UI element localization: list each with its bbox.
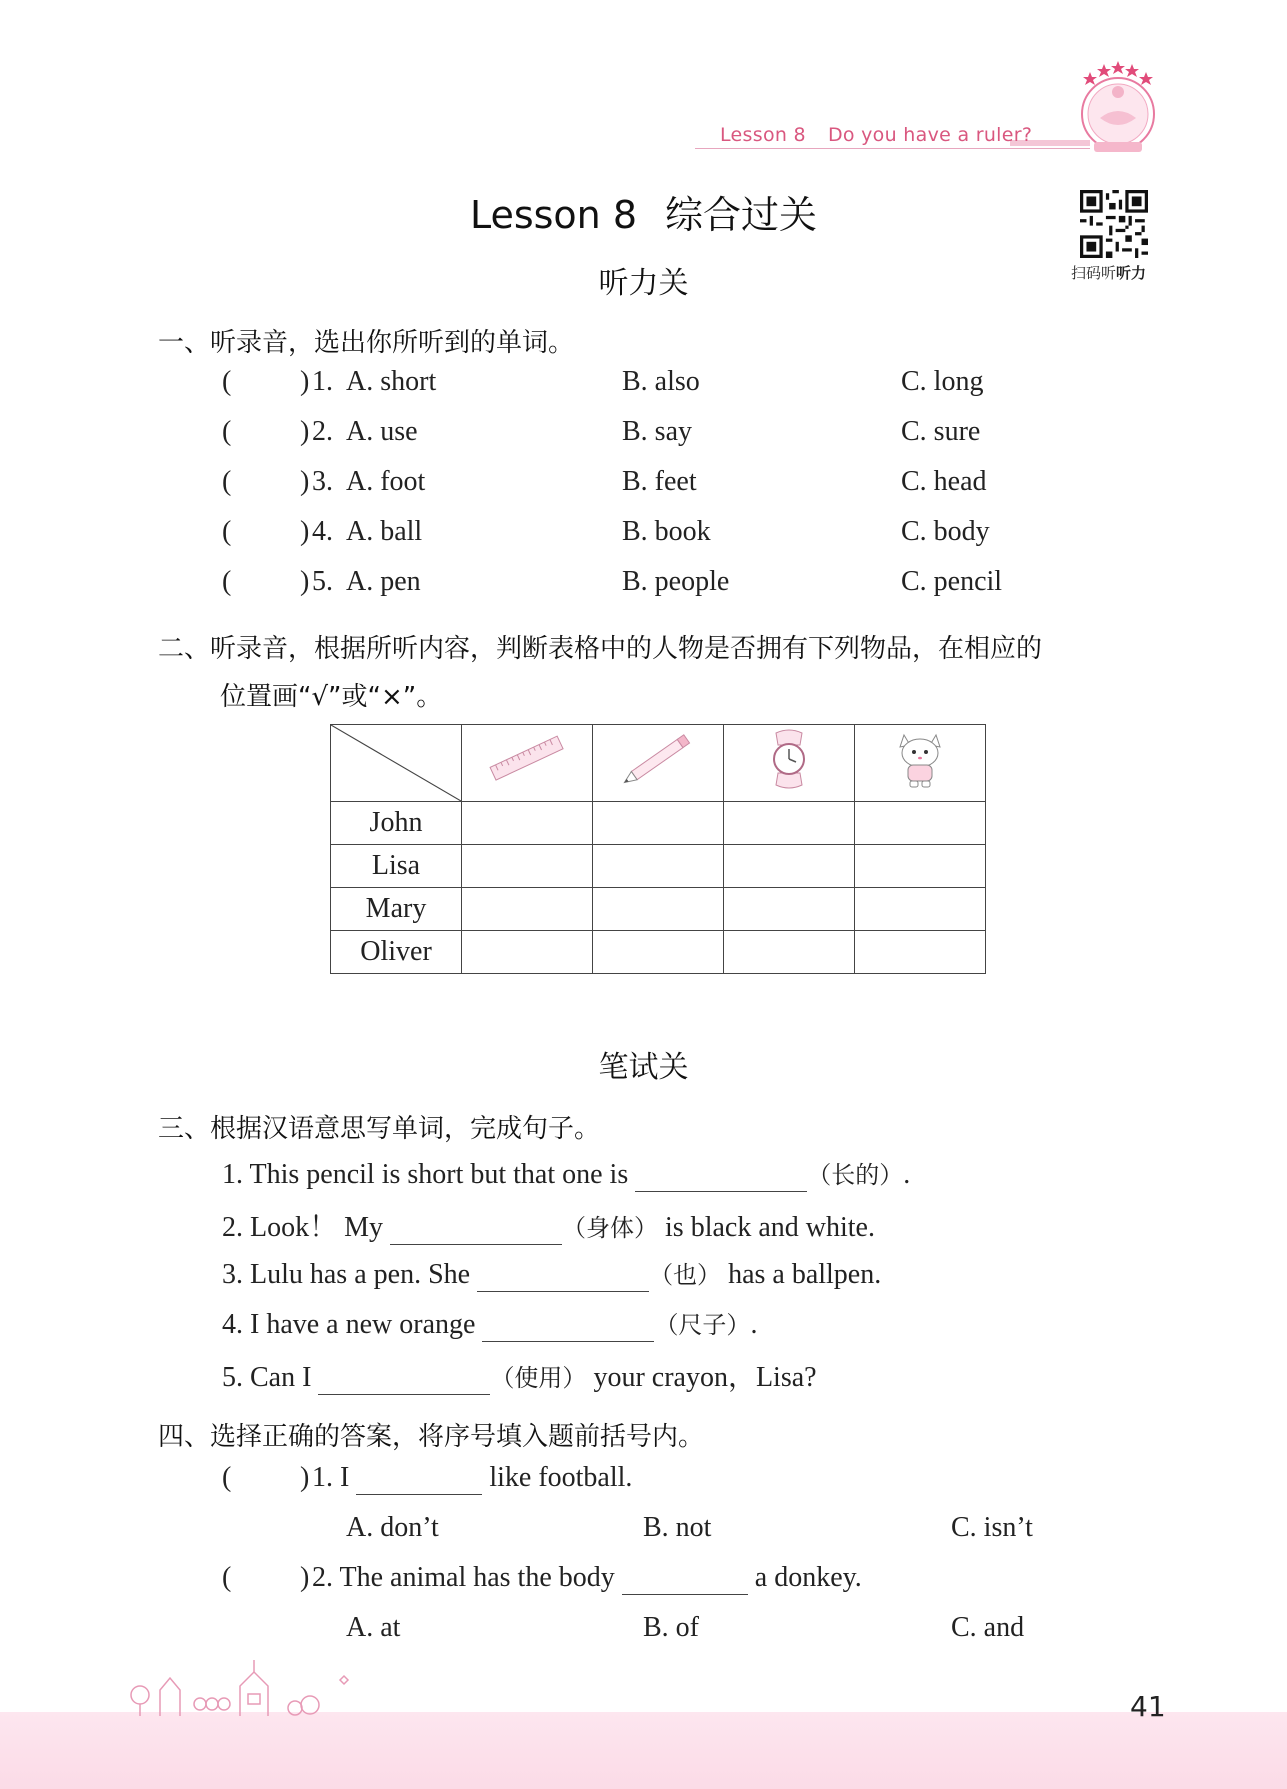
answer-cell[interactable] — [724, 802, 855, 845]
question-text — [312, 1462, 632, 1495]
answer-cell[interactable] — [855, 845, 986, 888]
chinese-hint: （也） — [649, 1261, 722, 1289]
qr-code-icon[interactable] — [1080, 190, 1148, 258]
option-a: A. ball — [346, 516, 423, 547]
answer-paren-open[interactable]: ( — [222, 1562, 232, 1593]
running-header — [720, 124, 1054, 146]
answer-blank[interactable] — [356, 1462, 482, 1495]
qr-label-bold: 听力 — [1116, 264, 1147, 282]
listening-heading: 听力关 — [598, 266, 689, 301]
title-name: 综合过关 — [665, 193, 818, 237]
answer-paren-close: ) — [300, 1462, 310, 1493]
sentence-start: 1. This pencil is short but that one is — [222, 1159, 629, 1190]
option-a: A. pen — [346, 566, 421, 597]
option-b: B. book — [622, 516, 711, 547]
sentence-start: 5. Can I — [222, 1362, 312, 1393]
item-number: 3. — [312, 466, 333, 497]
answer-cell[interactable] — [593, 802, 724, 845]
answer-cell[interactable] — [593, 845, 724, 888]
answer-paren-close: ) — [300, 366, 310, 397]
part3-item — [222, 1255, 881, 1292]
answer-paren-close: ) — [300, 466, 310, 497]
option-c: C. sure — [901, 416, 981, 447]
answer-cell[interactable] — [593, 888, 724, 931]
answer-paren-close: ) — [300, 416, 310, 447]
answer-cell[interactable] — [462, 888, 593, 931]
item-number: 1. — [312, 1462, 333, 1493]
part4-title: 四、选择正确的答案，将序号填入题前括号内。 — [158, 1422, 705, 1452]
answer-cell[interactable] — [593, 931, 724, 974]
item-header-ruler — [462, 725, 593, 802]
pencil-icon — [613, 729, 703, 789]
sentence-start: The animal has the body — [339, 1562, 615, 1593]
answer-cell[interactable] — [855, 931, 986, 974]
sentence-end: a donkey. — [754, 1562, 862, 1593]
option-a: A. foot — [346, 466, 426, 497]
chinese-hint: （长的） — [807, 1161, 904, 1189]
header-topic: Do you have a ruler? — [827, 124, 1033, 146]
town-doodle-icon — [120, 1650, 420, 1720]
item-number: 2. — [312, 416, 333, 447]
answer-cell[interactable] — [462, 931, 593, 974]
option-b: B. also — [622, 366, 700, 397]
person-name: Mary — [331, 888, 462, 931]
brand-logo-icon — [1070, 58, 1162, 158]
ruler-icon — [482, 729, 572, 789]
person-name: John — [331, 802, 462, 845]
sentence-end: like football. — [489, 1462, 633, 1493]
item-number: 4. — [312, 516, 333, 547]
answer-cell[interactable] — [855, 802, 986, 845]
answer-blank[interactable] — [477, 1259, 649, 1292]
table-row — [331, 888, 986, 931]
option-b: B. say — [622, 416, 692, 447]
part2-title-line2: 位置画“√”或“×”。 — [220, 682, 443, 712]
sentence-start: 4. I have a new orange — [222, 1309, 476, 1340]
answer-paren-open[interactable]: ( — [222, 566, 232, 597]
answer-cell[interactable] — [724, 931, 855, 974]
table-row — [331, 802, 986, 845]
chinese-hint: （使用） — [490, 1364, 587, 1392]
chinese-hint: （尺子） — [654, 1311, 751, 1339]
option-a: A. short — [346, 366, 437, 397]
option-a: A. don’t — [346, 1512, 439, 1543]
option-b: B. people — [622, 566, 730, 597]
header-lesson: Lesson 8 — [720, 124, 806, 146]
option-c: C. isn’t — [951, 1512, 1033, 1543]
part2-title-line1: 二、听录音，根据所听内容，判断表格中的人物是否拥有下列物品，在相应的 — [158, 634, 1043, 664]
answer-paren-open[interactable]: ( — [222, 366, 232, 397]
answer-paren-open[interactable]: ( — [222, 416, 232, 447]
item-header-pencil — [593, 725, 724, 802]
answer-blank[interactable] — [622, 1562, 748, 1595]
option-a: A. at — [346, 1612, 401, 1643]
part1-title: 一、听录音，选出你所听到的单词。 — [158, 328, 575, 358]
header-rule — [695, 148, 1090, 149]
part3-item — [222, 1205, 875, 1245]
table-corner — [331, 725, 462, 802]
answer-cell[interactable] — [462, 802, 593, 845]
title-lesson: Lesson 8 — [469, 193, 638, 237]
part3-item — [222, 1305, 757, 1342]
item-number: 5. — [312, 566, 333, 597]
item-header-watch — [724, 725, 855, 802]
option-b: B. feet — [622, 466, 697, 497]
option-b: B. of — [643, 1612, 699, 1643]
option-c: C. head — [901, 466, 987, 497]
sentence-end: . — [750, 1309, 758, 1340]
sentence-end: . — [903, 1159, 911, 1190]
answer-blank[interactable] — [318, 1362, 490, 1395]
item-number: 1. — [312, 366, 333, 397]
sentence-start: I — [340, 1462, 350, 1493]
ownership-table — [330, 724, 986, 974]
option-c: C. long — [901, 366, 984, 397]
item-number: 2. — [312, 1562, 333, 1593]
part3-title: 三、根据汉语意思写单词，完成句子。 — [158, 1114, 601, 1144]
answer-paren-close: ) — [300, 1562, 310, 1593]
part3-item — [222, 1155, 910, 1192]
watch-icon — [754, 727, 824, 791]
option-c: C. body — [901, 516, 990, 547]
writing-heading: 笔试关 — [598, 1050, 689, 1085]
answer-cell[interactable] — [855, 888, 986, 931]
option-c: C. pencil — [901, 566, 1003, 597]
answer-paren-open[interactable]: ( — [222, 516, 232, 547]
answer-blank[interactable] — [635, 1159, 807, 1192]
toy-cat-icon — [890, 727, 950, 791]
person-name: Lisa — [331, 845, 462, 888]
answer-paren-close: ) — [300, 516, 310, 547]
answer-blank[interactable] — [482, 1309, 654, 1342]
page-number: 41 — [1130, 1690, 1166, 1723]
sentence-end: is black and white. — [665, 1212, 875, 1243]
answer-cell[interactable] — [724, 888, 855, 931]
person-name: Oliver — [331, 931, 462, 974]
part3-item — [222, 1355, 817, 1395]
answer-paren-close: ) — [300, 566, 310, 597]
sentence-start: 3. Lulu has a pen. She — [222, 1259, 471, 1290]
table-row — [331, 931, 986, 974]
answer-blank[interactable] — [390, 1212, 562, 1245]
table-row — [331, 845, 986, 888]
answer-cell[interactable] — [462, 845, 593, 888]
sentence-start: 2. Look！ My — [222, 1212, 384, 1243]
sentence-end: has a ballpen. — [728, 1259, 882, 1290]
footer-band — [0, 1712, 1287, 1789]
option-c: C. and — [951, 1612, 1025, 1643]
chinese-hint: （身体） — [562, 1214, 659, 1242]
qr-label-prefix: 扫码听 — [1071, 264, 1117, 282]
sentence-end: your crayon，Lisa? — [593, 1362, 817, 1393]
answer-cell[interactable] — [724, 845, 855, 888]
option-a: A. use — [346, 416, 418, 447]
question-text — [312, 1562, 862, 1595]
answer-paren-open[interactable]: ( — [222, 466, 232, 497]
item-header-toy-cat — [855, 725, 986, 802]
answer-paren-open[interactable]: ( — [222, 1462, 232, 1493]
option-b: B. not — [643, 1512, 712, 1543]
